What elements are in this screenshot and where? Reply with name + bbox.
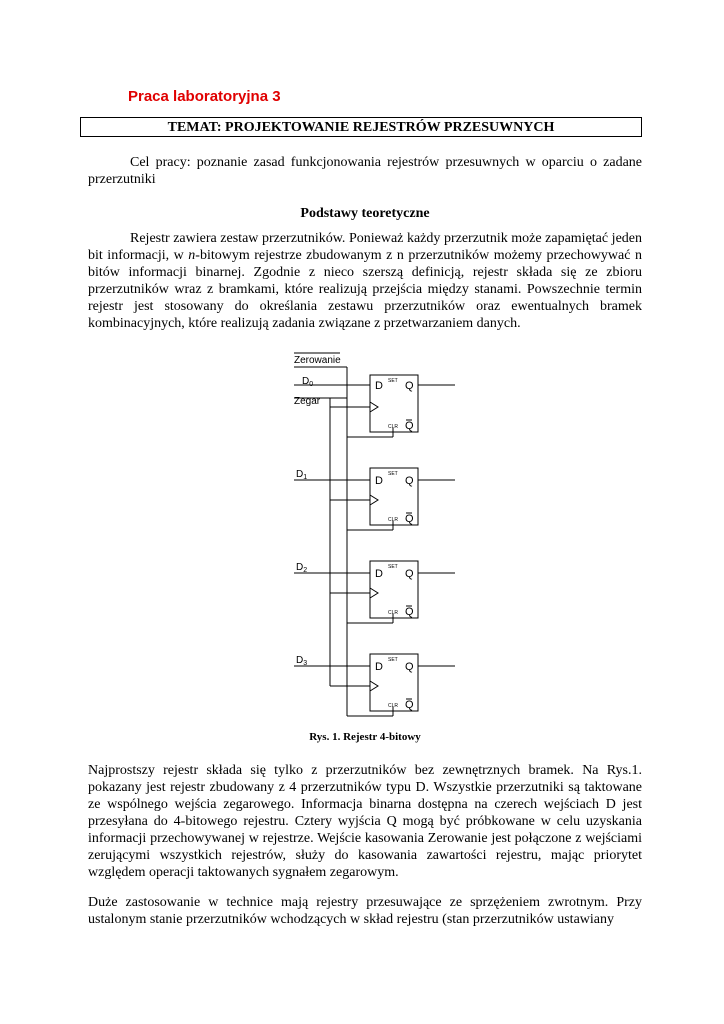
goal-paragraph: Cel pracy: poznanie zasad funkcjonowania rejestrów przesuwnych w oparciu o zadane przerzutniki	[88, 155, 642, 187]
ff3-qbar-label: Q	[405, 699, 414, 711]
ff0-set-label: SET	[388, 378, 398, 384]
reset-label: Zerowanie	[294, 355, 341, 366]
theory-text-italic-n: n	[188, 248, 196, 263]
theory-text-part1: Rejestr zawiera zestaw przerzutników. Ponieważ każdy przerzutnik może zapamiętać jeden bit informacji, w	[88, 231, 642, 263]
ff3-clr-label: CLR	[388, 703, 399, 709]
input-label-d1: $D_1$	[296, 469, 308, 481]
ff0-d-label: D	[375, 380, 383, 392]
figure-caption: Rys. 1. Rejestr 4-bitowy	[309, 731, 421, 743]
ff0-q-label: Q	[405, 380, 414, 392]
topic-text: TEMAT: PROJEKTOWANIE REJESTRÓW PRZESUWNYCH	[167, 120, 555, 135]
lab-title: Praca laboratoryjna 3	[128, 88, 281, 105]
theory-paragraph	[88, 230, 642, 332]
theory-text-part2: -bitowym rejestrze zbudowanym z n przerzutników możemy przechowywać n bitów informacji binarnej. Zgodnie z nieco szerszą definicją, rejestr składa się ze zbioru przerzutników wraz z bramkami, które realizują przejścia między stanami. Powszechnie termin rejestr jest stosowany do określania zestawu przerzutników oraz ewentualnych bramek kombinacyjnych, które realizują zadania związane z przetwarzaniem danych.	[88, 248, 642, 331]
body-paragraph-2: Duże zastosowanie w technice mają rejestry przesuwające ze sprzężeniem zwrotnym. Przy ustalonym stanie przerzutników wchodzących w skład rejestru (stan przerzutników ustawiany	[88, 895, 642, 927]
ff0-qbar-label: Q	[405, 420, 414, 432]
body-paragraph-1: Najprostszy rejestr składa się tylko z przerzutników bez zewnętrznych bramek. Na Rys.1. pokazany jest rejestr zbudowany z 4 przerzutników typu D. Wszystkie przerzutniki są taktowane ze wspólnego wejścia zegarowego. Informacja binarna dostępna na czerech wejściach D jest przesyłana do 4-bitowego rejestru. Cztery wyjścia Q mogą być próbkowane w celu uzyskania informacji przechowywanej w rejestrze. Wejście kasowania Zerowanie jest połączone z wejściami zerującymi wszystkich rejestrów, służy do kasowania zawartości rejestru, mając priorytet względem operacji taktowanych sygnałem zegarowym.	[88, 763, 642, 880]
input-label-d2: $D_2$	[296, 562, 308, 574]
ff2-qbar-label: Q	[405, 606, 414, 618]
theory-heading: Podstawy teoretyczne	[300, 206, 430, 221]
ff3-d-label: D	[375, 661, 383, 673]
ff2-d-label: D	[375, 568, 383, 580]
ff3-q-label: Q	[405, 661, 414, 673]
topic-box	[80, 117, 642, 137]
ff1-qbar-label: Q	[405, 513, 414, 525]
clock-label: Zegar	[294, 396, 321, 407]
ff1-clr-label: CLR	[388, 517, 399, 523]
ff1-q-label: Q	[405, 475, 414, 487]
ff0-clr-label: CLR	[388, 424, 399, 430]
ff2-clr-label: CLR	[388, 610, 399, 616]
ff1-d-label: D	[375, 475, 383, 487]
ff3-set-label: SET	[388, 657, 398, 663]
input-label-d3: $D_3$	[296, 655, 308, 667]
ff1-set-label: SET	[388, 471, 398, 477]
register-diagram	[280, 350, 470, 730]
ff2-set-label: SET	[388, 564, 398, 570]
ff2-q-label: Q	[405, 568, 414, 580]
input-label-d0: $D_0$	[302, 376, 314, 388]
